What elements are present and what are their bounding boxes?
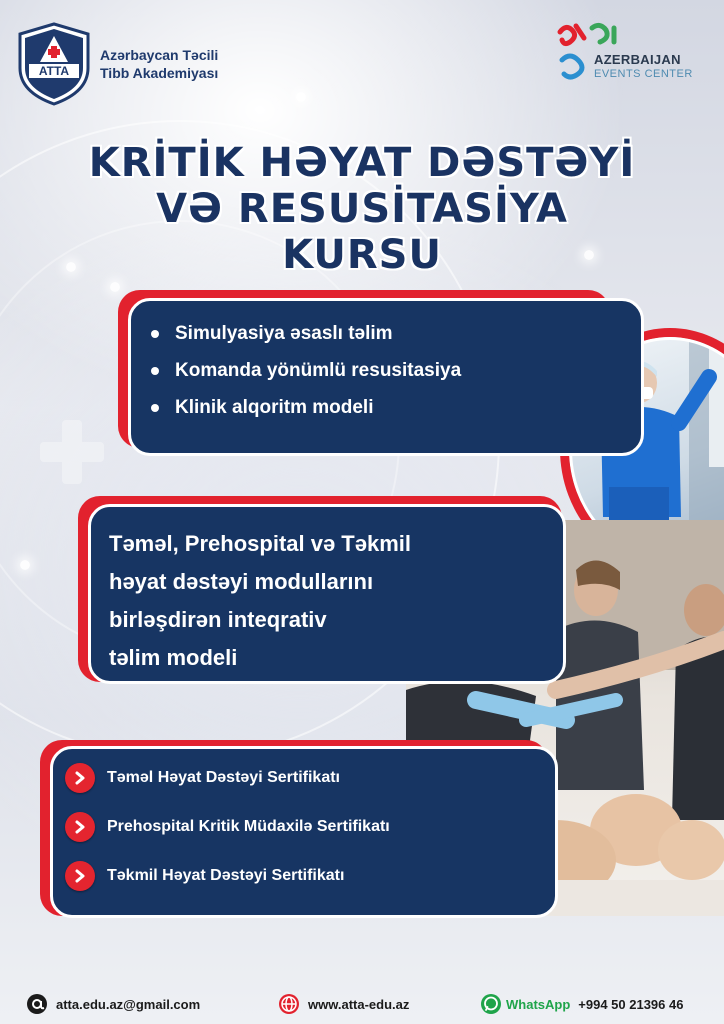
chevron-right-icon bbox=[65, 812, 95, 842]
feature-item: Klinik alqoritm modeli bbox=[175, 389, 641, 426]
certificate-label: Prehospital Kritik Müdaxilə Sertifikatı bbox=[107, 818, 390, 835]
course-title-line3: KURSU bbox=[282, 232, 442, 278]
azerbaijan-events-center-logo bbox=[556, 22, 706, 86]
background-light bbox=[110, 282, 120, 292]
certificate-item bbox=[65, 812, 555, 842]
events-center-subtitle: EVENTS CENTER bbox=[594, 68, 693, 80]
events-center-text bbox=[594, 52, 693, 80]
organization-name-line1: Azərbaycan Təcili bbox=[100, 47, 219, 63]
globe-icon bbox=[278, 993, 300, 1015]
organization-name-line2: Tibb Akademiyası bbox=[100, 65, 219, 81]
chevron-right-icon bbox=[65, 861, 95, 891]
atta-shield-icon bbox=[16, 22, 92, 106]
certificate-label: Təməl Həyat Dəstəyi Sertifikatı bbox=[107, 769, 340, 786]
website-link[interactable]: www.atta-edu.az bbox=[308, 996, 410, 1012]
footer-whatsapp[interactable] bbox=[480, 993, 683, 1015]
organization-name bbox=[100, 46, 218, 82]
whatsapp-label[interactable]: WhatsApp bbox=[506, 996, 571, 1012]
footer-email[interactable] bbox=[26, 993, 200, 1015]
phone-number[interactable]: +994 50 21396 46 bbox=[578, 996, 684, 1012]
footer-website[interactable] bbox=[278, 993, 409, 1015]
description-line2: həyat dəstəyi modullarını bbox=[109, 569, 374, 594]
feature-item: Komanda yönümlü resusitasiya bbox=[175, 352, 641, 389]
description-line3: birləşdirən inteqrativ bbox=[109, 607, 327, 632]
logo-text: ATTA bbox=[38, 64, 70, 78]
course-title-line1: KRİTİK HƏYAT DƏSTƏYİ bbox=[88, 140, 636, 186]
features-list bbox=[131, 301, 641, 426]
certificate-item bbox=[65, 763, 555, 793]
description-line1: Təməl, Prehospital və Təkmil bbox=[109, 531, 412, 556]
atta-logo bbox=[16, 22, 218, 106]
features-panel bbox=[128, 298, 644, 456]
background-light bbox=[20, 560, 30, 570]
whatsapp-icon bbox=[480, 993, 502, 1015]
feature-item: Simulyasiya əsaslı təlim bbox=[175, 315, 641, 352]
email-link[interactable]: atta.edu.az@gmail.com bbox=[56, 996, 201, 1012]
at-sign-icon bbox=[26, 993, 48, 1015]
description-panel bbox=[88, 504, 566, 684]
description-text bbox=[91, 507, 563, 677]
certificate-label: Təkmil Həyat Dəstəyi Sertifikatı bbox=[107, 867, 345, 884]
chevron-right-icon bbox=[65, 763, 95, 793]
medical-cross-decoration bbox=[40, 420, 104, 484]
events-center-name: AZERBAIJAN bbox=[594, 52, 681, 67]
background-light bbox=[296, 92, 306, 102]
certificate-item bbox=[65, 861, 555, 891]
certificates-panel bbox=[50, 746, 558, 918]
course-title bbox=[0, 140, 724, 278]
description-line4: təlim modeli bbox=[109, 645, 238, 670]
course-title-line2: VƏ RESUSİTASİYA bbox=[156, 186, 568, 232]
